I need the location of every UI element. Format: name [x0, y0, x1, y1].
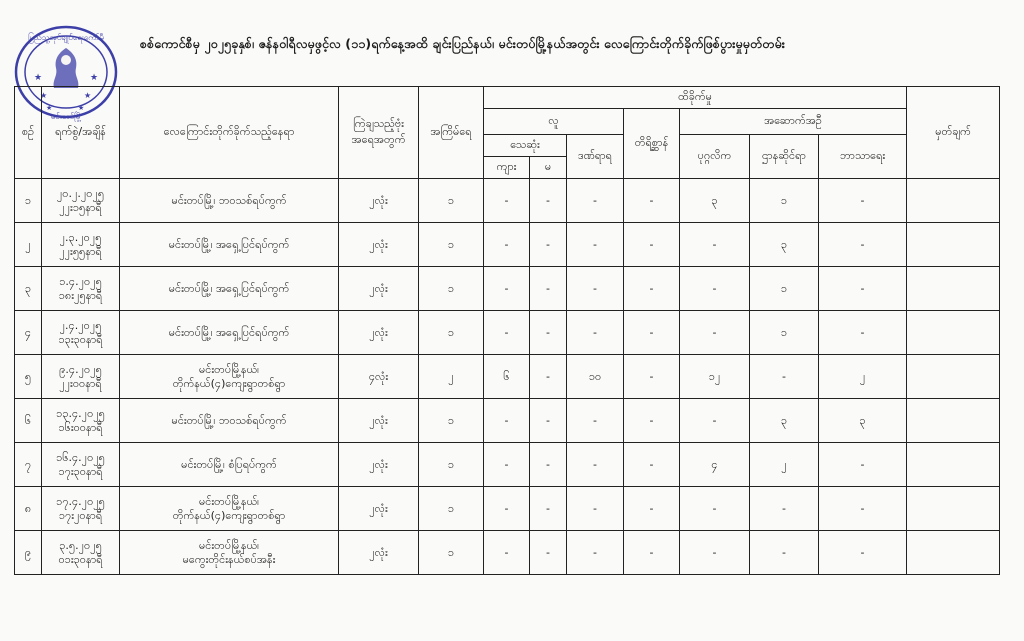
cell-no: ၅ — [15, 355, 42, 399]
svg-text:★: ★ — [84, 91, 92, 100]
cell-remarks — [907, 487, 1000, 531]
cell-office: ၁ — [750, 311, 819, 355]
cell-male: - — [484, 179, 530, 223]
cell-location-line: မကွေးတိုင်းနယ်စပ်အနီး — [182, 552, 276, 566]
cell-private: - — [680, 267, 750, 311]
cell-date-value: ၁၇.၄.၂၀၂၅ — [56, 494, 105, 508]
cell-office: ၃ — [750, 223, 819, 267]
cell-date — [42, 223, 120, 267]
table-row — [15, 355, 1000, 399]
cell-office: - — [750, 487, 819, 531]
cell-bombs: ၂လုံး — [339, 311, 419, 355]
cell-female: - — [530, 531, 567, 575]
cell-no: ၈ — [15, 487, 42, 531]
cell-no: ၁ — [15, 179, 42, 223]
cell-count: ၂ — [419, 355, 484, 399]
cell-female: - — [530, 487, 567, 531]
cell-location — [120, 531, 339, 575]
document-title: စစ်ကောင်စီမှ ၂၀၂၅ခုနှစ်၊ ဇန်နဝါရီလမှဖွင့်လ (၁၁)ရက်နေ့အထိ ချင်းပြည်နယ်၊ မင်းတပ်မြို့နယ်အတွင်း လေကြောင်းတိုက်ခိုက်ဖြစ်ပွားမှုမှတ်တမ်း — [140, 36, 785, 51]
cell-office: - — [750, 531, 819, 575]
cell-location-line: မင်းတပ်မြို့၊ စံပြရပ်ကွက် — [181, 457, 277, 471]
cell-count: ၁ — [419, 267, 484, 311]
cell-religious: ၂ — [819, 355, 907, 399]
cell-location — [120, 487, 339, 531]
cell-count: ၁ — [419, 223, 484, 267]
cell-count: ၁ — [419, 487, 484, 531]
svg-text:★: ★ — [46, 104, 53, 112]
cell-injured: - — [567, 443, 624, 487]
cell-location-line: မင်းတပ်မြို့နယ်၊ — [198, 538, 260, 552]
cell-date-value: ၃.၅.၂၀၂၅ — [59, 538, 102, 552]
cell-office: ၁ — [750, 179, 819, 223]
header-count: အကြိမ်ရေ — [419, 87, 484, 179]
table-row — [15, 399, 1000, 443]
cell-male: - — [484, 531, 530, 575]
header-injured: ဒဏ်ရာရ — [567, 135, 624, 179]
cell-office: ၁ — [750, 267, 819, 311]
cell-private: ၄ — [680, 443, 750, 487]
cell-religious: - — [819, 487, 907, 531]
cell-private: - — [680, 311, 750, 355]
cell-religious: - — [819, 531, 907, 575]
table-body — [15, 179, 1000, 575]
cell-livestock: - — [624, 399, 680, 443]
cell-office: ၃ — [750, 399, 819, 443]
cell-date — [42, 443, 120, 487]
table-row — [15, 311, 1000, 355]
cell-injured: - — [567, 531, 624, 575]
cell-male: - — [484, 399, 530, 443]
cell-no: ၃ — [15, 267, 42, 311]
cell-female: - — [530, 223, 567, 267]
cell-injured: - — [567, 311, 624, 355]
cell-time-value: ၂၂း၀၀နာရီ — [59, 376, 102, 390]
cell-date-value: ၉.၄.၂၀၂၅ — [59, 362, 102, 376]
cell-no: ၄ — [15, 311, 42, 355]
cell-no: ၆ — [15, 399, 42, 443]
cell-count: ၁ — [419, 179, 484, 223]
svg-text:★: ★ — [40, 91, 48, 100]
cell-bombs: ၂လုံး — [339, 443, 419, 487]
cell-office: - — [750, 355, 819, 399]
svg-text:★: ★ — [90, 73, 99, 83]
seal-bottom-text: မင်းတပ်မြို့ — [50, 112, 82, 121]
table-row — [15, 487, 1000, 531]
cell-date — [42, 399, 120, 443]
cell-location — [120, 267, 339, 311]
cell-livestock: - — [624, 531, 680, 575]
cell-injured: - — [567, 179, 624, 223]
cell-date-value: ၂၀.၂.၂၀၂၅ — [56, 186, 105, 200]
seal-outer-text: ပြည်သူ့အုပ်ချုပ်ရေးကော်မီ — [28, 33, 104, 42]
header-religious: ဘာသာရေး — [819, 135, 907, 179]
cell-livestock: - — [624, 223, 680, 267]
cell-religious: - — [819, 223, 907, 267]
cell-male: - — [484, 443, 530, 487]
header-damage: ထိခိုက်မှု — [484, 87, 907, 109]
header-buildings: အဆောက်အဦ — [680, 109, 907, 135]
cell-remarks — [907, 443, 1000, 487]
cell-remarks — [907, 223, 1000, 267]
cell-injured: - — [567, 487, 624, 531]
cell-livestock: - — [624, 179, 680, 223]
table-header — [15, 87, 1000, 179]
cell-location — [120, 223, 339, 267]
cell-time-value: ၁၈း၂၅နာရီ — [58, 288, 103, 302]
cell-male: ၆ — [484, 355, 530, 399]
cell-time-value: ၂၂း၅၅နာရီ — [59, 244, 102, 258]
cell-private: - — [680, 223, 750, 267]
header-livestock: တိရိစ္ဆာန် — [624, 109, 680, 179]
cell-date — [42, 531, 120, 575]
cell-injured: - — [567, 399, 624, 443]
cell-count: ၁ — [419, 443, 484, 487]
cell-remarks — [907, 179, 1000, 223]
cell-private: - — [680, 487, 750, 531]
cell-livestock: - — [624, 311, 680, 355]
cell-female: - — [530, 179, 567, 223]
cell-location-line: မင်းတပ်မြို့၊ ဘဝသစ်ရပ်ကွက် — [171, 193, 287, 207]
cell-remarks — [907, 267, 1000, 311]
cell-no: ၂ — [15, 223, 42, 267]
cell-female: - — [530, 267, 567, 311]
cell-injured: - — [567, 223, 624, 267]
cell-remarks — [907, 531, 1000, 575]
cell-male: - — [484, 311, 530, 355]
header-private: ပုဂ္ဂလိက — [680, 135, 750, 179]
table-row — [15, 267, 1000, 311]
cell-male: - — [484, 267, 530, 311]
cell-date — [42, 267, 120, 311]
cell-no: ၇ — [15, 443, 42, 487]
cell-location-line: မင်းတပ်မြို့နယ်၊ — [198, 494, 260, 508]
cell-bombs: ၂လုံး — [339, 223, 419, 267]
cell-livestock: - — [624, 355, 680, 399]
cell-female: - — [530, 443, 567, 487]
cell-no: ၉ — [15, 531, 42, 575]
table-row — [15, 223, 1000, 267]
cell-male: - — [484, 223, 530, 267]
header-male: ကျား — [484, 157, 530, 179]
cell-count: ၁ — [419, 531, 484, 575]
table-row — [15, 531, 1000, 575]
cell-office: ၂ — [750, 443, 819, 487]
cell-date-value: ၁.၄.၂၀၂၅ — [59, 274, 102, 288]
cell-livestock: - — [624, 487, 680, 531]
cell-location-line: မင်းတပ်မြို့၊ အရှေ့ပြင်ရပ်ကွက် — [168, 281, 290, 295]
cell-location — [120, 355, 339, 399]
cell-time-value: ၁၇း၃၀နာရီ — [58, 464, 103, 478]
header-female: မ — [530, 157, 567, 179]
cell-location-line: မင်းတပ်မြို့၊ ဘဝသစ်ရပ်ကွက် — [171, 413, 287, 427]
cell-religious: - — [819, 311, 907, 355]
cell-private: - — [680, 399, 750, 443]
header-date: ရက်စွဲ/အချိန် — [42, 87, 120, 179]
header-no: စဉ် — [15, 87, 42, 179]
cell-time-value: ၀၁း၃၀နာရီ — [58, 552, 103, 566]
cell-bombs: ၂လုံး — [339, 179, 419, 223]
cell-date — [42, 311, 120, 355]
cell-location-line: မင်းတပ်မြို့၊ အရှေ့ပြင်ရပ်ကွက် — [168, 325, 290, 339]
cell-remarks — [907, 311, 1000, 355]
cell-date — [42, 355, 120, 399]
header-people: လူ — [484, 109, 624, 135]
cell-location-line: တိုက်နယ်(၄)ကျေးရွာတစ်ရွာ — [172, 508, 286, 522]
cell-livestock: - — [624, 267, 680, 311]
cell-male: - — [484, 487, 530, 531]
header-bombs: ကြဲချသည့်ဗုံး အရေအတွက် — [339, 87, 419, 179]
svg-text:★: ★ — [78, 104, 85, 112]
cell-female: - — [530, 355, 567, 399]
cell-private: ၃ — [680, 179, 750, 223]
cell-female: - — [530, 399, 567, 443]
cell-remarks — [907, 355, 1000, 399]
cell-bombs: ၂လုံး — [339, 531, 419, 575]
table-row — [15, 179, 1000, 223]
cell-time-value: ၁၆း၀၀နာရီ — [58, 420, 103, 434]
cell-bombs: ၂လုံး — [339, 267, 419, 311]
cell-date — [42, 179, 120, 223]
cell-location — [120, 311, 339, 355]
cell-date-value: ၂.၃.၂၀၂၅ — [59, 230, 102, 244]
cell-location — [120, 443, 339, 487]
cell-location — [120, 179, 339, 223]
cell-livestock: - — [624, 443, 680, 487]
cell-private: ၁၂ — [680, 355, 750, 399]
cell-date — [42, 487, 120, 531]
table-row — [15, 443, 1000, 487]
header-office: ဌာနဆိုင်ရာ — [750, 135, 819, 179]
cell-location-line: မင်းတပ်မြို့နယ်၊ — [198, 362, 260, 376]
cell-religious: - — [819, 443, 907, 487]
cell-date-value: ၂.၄.၂၀၂၅ — [59, 318, 102, 332]
header-location: လေကြောင်းတိုက်ခိုက်သည့်နေရာ — [120, 87, 339, 179]
airstrike-record-table — [14, 86, 1000, 575]
cell-count: ၁ — [419, 399, 484, 443]
cell-injured: ၁၀ — [567, 355, 624, 399]
cell-location-line: တိုက်နယ်(၄)ကျေးရွာတစ်ရွာ — [172, 376, 286, 390]
cell-bombs: ၂လုံး — [339, 399, 419, 443]
cell-injured: - — [567, 267, 624, 311]
cell-religious: ၃ — [819, 399, 907, 443]
svg-text:★: ★ — [34, 73, 43, 83]
cell-location-line: မင်းတပ်မြို့၊ အရှေ့ပြင်ရပ်ကွက် — [168, 237, 290, 251]
header-dead: သေဆုံး — [484, 135, 567, 157]
cell-time-value: ၁၇း၂၀နာရီ — [58, 508, 103, 522]
cell-count: ၁ — [419, 311, 484, 355]
cell-religious: - — [819, 267, 907, 311]
cell-female: - — [530, 311, 567, 355]
cell-date-value: ၁၃.၄.၂၀၂၅ — [56, 406, 105, 420]
cell-bombs: ၂လုံး — [339, 487, 419, 531]
cell-bombs: ၄လုံး — [339, 355, 419, 399]
cell-location — [120, 399, 339, 443]
cell-private: - — [680, 531, 750, 575]
cell-religious: - — [819, 179, 907, 223]
cell-time-value: ၁၃း၃၀နာရီ — [58, 332, 103, 346]
cell-date-value: ၁၆.၄.၂၀၂၅ — [56, 450, 105, 464]
header-remarks: မှတ်ချက် — [907, 87, 1000, 179]
cell-remarks — [907, 399, 1000, 443]
cell-time-value: ၂၂း၁၅နာရီ — [59, 200, 102, 214]
